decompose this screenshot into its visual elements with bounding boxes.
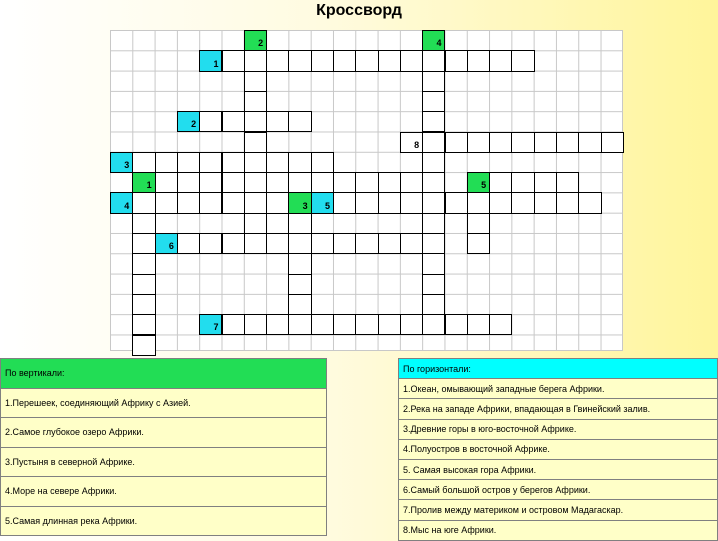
answer-cell[interactable]	[467, 213, 490, 234]
answer-cell[interactable]	[333, 172, 356, 193]
numbered-cell[interactable]	[155, 233, 178, 254]
numbered-cell[interactable]	[177, 111, 200, 132]
answer-cell[interactable]	[422, 233, 445, 254]
answer-cell[interactable]	[266, 111, 289, 132]
answer-cell[interactable]	[355, 172, 378, 193]
answer-cell[interactable]	[556, 132, 579, 153]
answer-cell[interactable]	[467, 233, 490, 254]
answer-cell[interactable]	[199, 192, 222, 213]
answer-cell[interactable]	[378, 172, 401, 193]
answer-cell[interactable]	[288, 253, 311, 274]
answer-cell[interactable]	[132, 314, 155, 335]
answer-cell[interactable]	[222, 152, 245, 173]
answer-cell[interactable]	[333, 314, 356, 335]
answer-cell[interactable]	[422, 132, 445, 153]
cell-number: 5	[324, 200, 330, 211]
answer-cell[interactable]	[445, 50, 468, 71]
cell-number: 7	[213, 322, 219, 333]
answer-cell[interactable]	[422, 192, 445, 213]
answer-cell[interactable]	[422, 71, 445, 92]
answer-cell[interactable]	[132, 253, 155, 274]
answer-cell[interactable]	[311, 314, 334, 335]
answer-cell[interactable]	[422, 172, 445, 193]
answer-cell[interactable]	[378, 314, 401, 335]
answer-cell[interactable]	[132, 233, 155, 254]
vertical-clue-4: 4.Море на севере Африки.	[1, 477, 327, 507]
answer-cell[interactable]	[400, 233, 423, 254]
answer-cell[interactable]	[288, 274, 311, 295]
answer-cell[interactable]	[132, 192, 155, 213]
answer-cell[interactable]	[132, 152, 155, 173]
answer-cell[interactable]	[266, 152, 289, 173]
answer-cell[interactable]	[400, 172, 423, 193]
answer-cell[interactable]	[266, 192, 289, 213]
numbered-cell[interactable]	[199, 314, 222, 335]
cell-number: 3	[302, 200, 308, 211]
numbered-cell[interactable]	[244, 30, 267, 51]
answer-cell[interactable]	[132, 213, 155, 234]
numbered-cell[interactable]	[400, 132, 423, 153]
answer-cell[interactable]	[534, 172, 557, 193]
answer-cell[interactable]	[355, 50, 378, 71]
answer-cell[interactable]	[132, 335, 155, 356]
answer-cell[interactable]	[222, 192, 245, 213]
page-title: Кроссворд	[316, 2, 402, 19]
cell-number: 8	[414, 139, 420, 150]
answer-cell[interactable]	[244, 213, 267, 234]
answer-cell[interactable]	[445, 192, 468, 213]
answer-cell[interactable]	[155, 172, 178, 193]
answer-cell[interactable]	[445, 314, 468, 335]
answer-cell[interactable]	[288, 213, 311, 234]
answer-cell[interactable]	[378, 50, 401, 71]
answer-cell[interactable]	[422, 91, 445, 112]
answer-cell[interactable]	[422, 253, 445, 274]
answer-cell[interactable]	[489, 50, 512, 71]
answer-cell[interactable]	[489, 132, 512, 153]
answer-cell[interactable]	[266, 50, 289, 71]
horizontal-clue-8: 8.Мыс на юге Африки.	[399, 520, 718, 540]
answer-cell[interactable]	[556, 172, 579, 193]
answer-cell[interactable]	[155, 192, 178, 213]
answer-cell[interactable]	[177, 192, 200, 213]
answer-cell[interactable]	[222, 172, 245, 193]
answer-cell[interactable]	[222, 50, 245, 71]
answer-cell[interactable]	[244, 71, 267, 92]
answer-cell[interactable]	[422, 50, 445, 71]
numbered-cell[interactable]	[467, 172, 490, 193]
horizontal-clue-4: 4.Полуостров в восточной Африке.	[399, 439, 718, 459]
answer-cell[interactable]	[467, 50, 490, 71]
answer-cell[interactable]	[378, 192, 401, 213]
answer-cell[interactable]	[422, 294, 445, 315]
cell-number: 3	[124, 160, 130, 171]
answer-cell[interactable]	[489, 192, 512, 213]
answer-cell[interactable]	[199, 152, 222, 173]
answer-cell[interactable]	[578, 132, 601, 153]
vertical-clues-table	[0, 358, 327, 536]
answer-cell[interactable]	[422, 111, 445, 132]
vertical-clue-5: 5.Самая длинная река Африки.	[1, 506, 327, 536]
vertical-clue-2: 2.Самое глубокое озеро Африки.	[1, 418, 327, 448]
answer-cell[interactable]	[132, 294, 155, 315]
numbered-cell[interactable]	[110, 192, 133, 213]
answer-cell[interactable]	[489, 314, 512, 335]
answer-cell[interactable]	[467, 192, 490, 213]
answer-cell[interactable]	[177, 172, 200, 193]
answer-cell[interactable]	[355, 192, 378, 213]
answer-cell[interactable]	[511, 50, 534, 71]
vertical-clue-3: 3.Пустыня в северной Африке.	[1, 447, 327, 477]
answer-cell[interactable]	[400, 192, 423, 213]
answer-cell[interactable]	[244, 91, 267, 112]
answer-cell[interactable]	[422, 152, 445, 173]
answer-cell[interactable]	[333, 192, 356, 213]
answer-cell[interactable]	[467, 314, 490, 335]
answer-cell[interactable]	[489, 172, 512, 193]
numbered-cell[interactable]	[422, 30, 445, 51]
cell-number: 6	[168, 241, 174, 252]
answer-cell[interactable]	[155, 152, 178, 173]
horizontal-clue-3: 3.Древние горы в юго-восточной Африке.	[399, 419, 718, 439]
answer-cell[interactable]	[333, 233, 356, 254]
answer-cell[interactable]	[422, 213, 445, 234]
answer-cell[interactable]	[511, 132, 534, 153]
horizontal-clues-table	[398, 358, 718, 541]
horizontal-clue-7: 7.Пролив между материком и островом Мадагаскар.	[399, 500, 718, 520]
answer-cell[interactable]	[601, 132, 624, 153]
answer-cell[interactable]	[244, 111, 267, 132]
answer-cell[interactable]	[445, 132, 468, 153]
answer-cell[interactable]	[288, 50, 311, 71]
horizontal-clues-header: По горизонтали:	[399, 359, 718, 379]
answer-cell[interactable]	[288, 233, 311, 254]
numbered-cell[interactable]	[288, 192, 311, 213]
answer-cell[interactable]	[311, 233, 334, 254]
vertical-clues-header: По вертикали:	[1, 359, 327, 389]
cell-number: 4	[124, 200, 130, 211]
answer-cell[interactable]	[244, 172, 267, 193]
answer-cell[interactable]	[222, 111, 245, 132]
answer-cell[interactable]	[132, 274, 155, 295]
numbered-cell[interactable]	[311, 192, 334, 213]
answer-cell[interactable]	[244, 50, 267, 71]
answer-cell[interactable]	[333, 50, 356, 71]
answer-cell[interactable]	[355, 233, 378, 254]
cell-number: 5	[481, 180, 487, 191]
answer-cell[interactable]	[288, 152, 311, 173]
answer-cell[interactable]	[288, 294, 311, 315]
answer-cell[interactable]	[244, 192, 267, 213]
answer-cell[interactable]	[222, 233, 245, 254]
answer-cell[interactable]	[177, 233, 200, 254]
answer-cell[interactable]	[177, 152, 200, 173]
answer-cell[interactable]	[556, 192, 579, 213]
cell-number: 1	[146, 180, 152, 191]
answer-cell[interactable]	[266, 172, 289, 193]
numbered-cell[interactable]	[199, 50, 222, 71]
answer-cell[interactable]	[266, 233, 289, 254]
crossword-grid	[110, 30, 623, 351]
answer-cell[interactable]	[400, 314, 423, 335]
answer-cell[interactable]	[199, 111, 222, 132]
answer-cell[interactable]	[244, 314, 267, 335]
answer-cell[interactable]	[534, 132, 557, 153]
answer-cell[interactable]	[578, 192, 601, 213]
answer-cell[interactable]	[199, 233, 222, 254]
answer-cell[interactable]	[222, 314, 245, 335]
answer-cell[interactable]	[311, 152, 334, 173]
answer-cell[interactable]	[199, 172, 222, 193]
answer-cell[interactable]	[288, 111, 311, 132]
horizontal-clue-5: 5. Самая высокая гора Африки.	[399, 459, 718, 479]
vertical-clue-1: 1.Перешеек, соединяющий Африку с Азией.	[1, 388, 327, 418]
answer-cell[interactable]	[311, 50, 334, 71]
answer-cell[interactable]	[266, 314, 289, 335]
cell-number: 4	[436, 38, 442, 49]
horizontal-clue-2: 2.Река на западе Африки, впадающая в Гвинейский залив.	[399, 399, 718, 419]
answer-cell[interactable]	[422, 274, 445, 295]
answer-cell[interactable]	[288, 314, 311, 335]
answer-cell[interactable]	[534, 192, 557, 213]
numbered-cell[interactable]	[110, 152, 133, 173]
answer-cell[interactable]	[244, 132, 267, 153]
answer-cell[interactable]	[288, 172, 311, 193]
answer-cell[interactable]	[311, 172, 334, 193]
answer-cell[interactable]	[378, 233, 401, 254]
horizontal-clue-6: 6.Самый большой остров у берегов Африки.	[399, 480, 718, 500]
answer-cell[interactable]	[511, 172, 534, 193]
answer-cell[interactable]	[244, 152, 267, 173]
answer-cell[interactable]	[422, 314, 445, 335]
cell-number: 1	[213, 58, 219, 69]
answer-cell[interactable]	[400, 50, 423, 71]
horizontal-clue-1: 1.Океан, омывающий западные берега Африки.	[399, 379, 718, 399]
numbered-cell[interactable]	[132, 172, 155, 193]
answer-cell[interactable]	[467, 132, 490, 153]
answer-cell[interactable]	[511, 192, 534, 213]
cell-number: 2	[258, 38, 264, 49]
answer-cell[interactable]	[355, 314, 378, 335]
cell-number: 2	[191, 119, 197, 130]
answer-cell[interactable]	[244, 233, 267, 254]
